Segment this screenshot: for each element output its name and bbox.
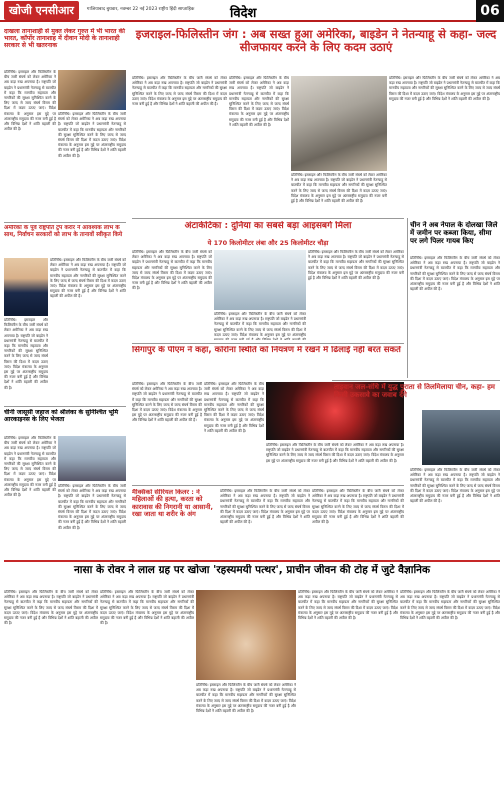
nepal-body: [410, 256, 500, 376]
nepal-story: [410, 221, 500, 253]
singapore-body-2: [204, 382, 264, 482]
iceberg-story: [132, 221, 404, 237]
nasa-body-3: [196, 683, 296, 796]
lead-body-4: [389, 76, 500, 216]
ship-text: प्रतिनिधि। इसराइल और फिलिस्तीन के बीच जारी संघर्ष को लेकर अमेरिका ने अब कड़ा रुख अपनाया है। राष्ट्रपति जो बाइडेन ने प्रधानमंत्री नेतन्याहू से बातचीत में कहा कि मानवीय सहायता और नागरिकों की सुरक्षा सुनिश्चित करने के लिए जल्द से जल्द संघर्ष विराम की दिशा में कदम उठाए जाएं। विदेश मंत्रालय के अनुसार इस मुद्दे पर अंतरराष्ट्रीय समुदाय की नजर बनी हुई है और विभिन्न देशों ने शांति बहाली की अपील की है।: [4, 436, 56, 498]
singapore-story: [132, 346, 404, 378]
iceberg-text-1: प्रतिनिधि। इसराइल और फिलिस्तीन के बीच जारी संघर्ष को लेकर अमेरिका ने अब कड़ा रुख अपनाया है। राष्ट्रपति जो बाइडेन ने प्रधानमंत्री नेतन्याहू से बातचीत में कहा कि मानवीय सहायता और नागरिकों की सुरक्षा सुनिश्चित करने के लिए जल्द से जल्द संघर्ष विराम की दिशा में कदम उठाए जाएं। विदेश मंत्रालय के अनुसार इस मुद्दे पर अंतरराष्ट्रीय समुदाय की नजर बनी हुई है और विभिन्न देशों ने शांति बहाली की अपील की है।: [132, 250, 212, 291]
ship-text-2: प्रतिनिधि। इसराइल और फिलिस्तीन के बीच जारी संघर्ष को लेकर अमेरिका ने अब कड़ा रुख अपनाया है। राष्ट्रपति जो बाइडेन ने प्रधानमंत्री नेतन्याहू से बातचीत में कहा कि मानवीय सहायता और नागरिकों की सुरक्षा सुनिश्चित करने के लिए जल्द से जल्द संघर्ष विराम की दिशा में कदम उठाए जाएं। विदेश मंत्रालय के अनुसार इस मुद्दे पर अंतरराष्ट्रीय समुदाय की नजर बनी हुई है और विभिन्न देशों ने शांति बहाली की अपील की है।: [58, 484, 126, 530]
lead-body-2: [229, 76, 289, 216]
singapore-text-1: प्रतिनिधि। इसराइल और फिलिस्तीन के बीच जारी संघर्ष को लेकर अमेरिका ने अब कड़ा रुख अपनाया है। राष्ट्रपति जो बाइडेन ने प्रधानमंत्री नेतन्याहू से बातचीत में कहा कि मानवीय सहायता और नागरिकों की सुरक्षा सुनिश्चित करने के लिए जल्द से जल्द संघर्ष विराम की दिशा में कदम उठाए जाएं। विदेश मंत्रालय के अनुसार इस मुद्दे पर अंतरराष्ट्रीय समुदाय की नजर बनी हुई है और विभिन्न देशों ने शांति बहाली की अपील की है।: [132, 382, 202, 423]
left-story-headline: दाखला तानाशाही से मुक्त लेकर गुरुत में भी भारत की भारत, कॉर्पोर तानाशाह में दीवान मोदी के तानाशाही सरकार से भी खतरनाक: [4, 28, 125, 50]
mexico-headline: मैक्सिको सीरियल किलर : ने महिलाओं की हत्या, करता को कारावास की निगरानी या आसानी, रखा जाता था शरीर के अंग: [132, 489, 213, 519]
lead-headline: इजराइल-फिलिस्तीन जंग : अब सख्त हुआ अमेरिका, बाइडेन ने नेतन्याहू से कहा- जल्द सीजफायर करने के लिए कदम उठाएं: [135, 28, 497, 55]
nasa-text-2: प्रतिनिधि। इसराइल और फिलिस्तीन के बीच जारी संघर्ष को लेकर अमेरिका ने अब कड़ा रुख अपनाया है। राष्ट्रपति जो बाइडेन ने प्रधानमंत्री नेतन्याहू से बातचीत में कहा कि मानवीय सहायता और नागरिकों की सुरक्षा सुनिश्चित करने के लिए जल्द से जल्द संघर्ष विराम की दिशा में कदम उठाए जाएं। विदेश मंत्रालय के अनुसार इस मुद्दे पर अंतरराष्ट्रीय समुदाय की नजर बनी हुई है और विभिन्न देशों ने शांति बहाली की अपील की है।: [100, 590, 194, 626]
singapore-body-3: [266, 443, 404, 482]
nasa-text-4: प्रतिनिधि। इसराइल और फिलिस्तीन के बीच जारी संघर्ष को लेकर अमेरिका ने अब कड़ा रुख अपनाया है। राष्ट्रपति जो बाइडेन ने प्रधानमंत्री नेतन्याहू से बातचीत में कहा कि मानवीय सहायता और नागरिकों की सुरक्षा सुनिश्चित करने के लिए जल्द से जल्द संघर्ष विराम की दिशा में कदम उठाए जाएं। विदेश मंत्रालय के अनुसार इस मुद्दे पर अंतरराष्ट्रीय समुदाय की नजर बनी हुई है और विभिन्न देशों ने शांति बहाली की अपील की है।: [298, 590, 398, 621]
nasa-headline: नासा के रोवर ने लाल ग्रह पर खोजा 'रहस्यमयी पत्थर', प्राचीन जीवन की टोह में जुटे वैज्ञानिक: [73, 564, 431, 576]
lead-text-3: प्रतिनिधि। इसराइल और फिलिस्तीन के बीच जारी संघर्ष को लेकर अमेरिका ने अब कड़ा रुख अपनाया है। राष्ट्रपति जो बाइडेन ने प्रधानमंत्री नेतन्याहू से बातचीत में कहा कि मानवीय सहायता और नागरिकों की सुरक्षा सुनिश्चित करने के लिए जल्द से जल्द संघर्ष विराम की दिशा में कदम उठाए जाएं। विदेश मंत्रालय के अनुसार इस मुद्दे पर अंतरराष्ट्रीय समुदाय की नजर बनी हुई है और विभिन्न देशों ने शांति बहाली की अपील की है।: [291, 173, 387, 204]
iceberg-subhead-box: [132, 238, 404, 248]
ship-body-2: [58, 484, 126, 558]
nasa-text-1: प्रतिनिधि। इसराइल और फिलिस्तीन के बीच जारी संघर्ष को लेकर अमेरिका ने अब कड़ा रुख अपनाया है। राष्ट्रपति जो बाइडेन ने प्रधानमंत्री नेतन्याहू से बातचीत में कहा कि मानवीय सहायता और नागरिकों की सुरक्षा सुनिश्चित करने के लिए जल्द से जल्द संघर्ष विराम की दिशा में कदम उठाए जाएं। विदेश मंत्रालय के अनुसार इस मुद्दे पर अंतरराष्ट्रीय समुदाय की नजर बनी हुई है और विभिन्न देशों ने शांति बहाली की अपील की है।: [4, 590, 98, 626]
singapore-headline: सिंगापुर के पीएम ने कहा, कोरोना स्थिति को नियंत्रण में रखने में ढिलाई नहीं बरत सकते: [132, 346, 401, 355]
masthead: [0, 0, 504, 22]
taiwan-headline: ताइवान जल-संधि में युद्ध पुराता से तिलमिलाया चीन, कहा- हम किसी उकसावे का जवाब देंगे: [334, 383, 495, 400]
mexico-body-2: [312, 489, 404, 557]
singapore-text-2: प्रतिनिधि। इसराइल और फिलिस्तीन के बीच जारी संघर्ष को लेकर अमेरिका ने अब कड़ा रुख अपनाया है। राष्ट्रपति जो बाइडेन ने प्रधानमंत्री नेतन्याहू से बातचीत में कहा कि मानवीय सहायता और नागरिकों की सुरक्षा सुनिश्चित करने के लिए जल्द से जल्द संघर्ष विराम की दिशा में कदम उठाए जाएं। विदेश मंत्रालय के अनुसार इस मुद्दे पर अंतरराष्ट्रीय समुदाय की नजर बनी हुई है और विभिन्न देशों ने शांति बहाली की अपील की है।: [204, 382, 264, 433]
nasa-body-4: [298, 590, 398, 796]
iceberg-body-1: [132, 250, 212, 340]
ship-photo: [58, 436, 126, 481]
left-story-body-2: [58, 112, 126, 220]
section-title: विदेश: [230, 6, 257, 21]
nasa-story: [4, 564, 500, 586]
lead-text-1: प्रतिनिधि। इसराइल और फिलिस्तीन के बीच जारी संघर्ष को लेकर अमेरिका ने अब कड़ा रुख अपनाया है। राष्ट्रपति जो बाइडेन ने प्रधानमंत्री नेतन्याहू से बातचीत में कहा कि मानवीय सहायता और नागरिकों की सुरक्षा सुनिश्चित करने के लिए जल्द से जल्द संघर्ष विराम की दिशा में कदम उठाए जाएं। विदेश मंत्रालय के अनुसार इस मुद्दे पर अंतरराष्ट्रीय समुदाय की नजर बनी हुई है और विभिन्न देशों ने शांति बहाली की अपील की है।: [132, 76, 227, 107]
handshake-photo: [58, 70, 126, 110]
mars-stone-photo: [196, 590, 296, 680]
nasa-text-5: प्रतिनिधि। इसराइल और फिलिस्तीन के बीच जारी संघर्ष को लेकर अमेरिका ने अब कड़ा रुख अपनाया है। राष्ट्रपति जो बाइडेन ने प्रधानमंत्री नेतन्याहू से बातचीत में कहा कि मानवीय सहायता और नागरिकों की सुरक्षा सुनिश्चित करने के लिए जल्द से जल्द संघर्ष विराम की दिशा में कदम उठाए जाएं। विदेश मंत्रालय के अनुसार इस मुद्दे पर अंतरराष्ट्रीय समुदाय की नजर बनी हुई है और विभिन्न देशों ने शांति बहाली की अपील की है।: [400, 590, 500, 621]
trump-story: [4, 225, 126, 255]
trump-body: [50, 258, 126, 403]
nepal-text: प्रतिनिधि। इसराइल और फिलिस्तीन के बीच जारी संघर्ष को लेकर अमेरिका ने अब कड़ा रुख अपनाया है। राष्ट्रपति जो बाइडेन ने प्रधानमंत्री नेतन्याहू से बातचीत में कहा कि मानवीय सहायता और नागरिकों की सुरक्षा सुनिश्चित करने के लिए जल्द से जल्द संघर्ष विराम की दिशा में कदम उठाए जाएं। विदेश मंत्रालय के अनुसार इस मुद्दे पर अंतरराष्ट्रीय समुदाय की नजर बनी हुई है और विभिन्न देशों ने शांति बहाली की अपील की है।: [410, 256, 500, 292]
ship-body: [4, 436, 56, 558]
nasa-body-1: [4, 590, 98, 796]
trump-headline: अमेरिका के पूर्व राष्ट्रपति ट्रंप करार ने आवश्यक लाभ के साथ, निर्वाचन सरकारों को लाभ के तानावों स्वीकृत किये: [4, 225, 123, 238]
singapore-text-3: प्रतिनिधि। इसराइल और फिलिस्तीन के बीच जारी संघर्ष को लेकर अमेरिका ने अब कड़ा रुख अपनाया है। राष्ट्रपति जो बाइडेन ने प्रधानमंत्री नेतन्याहू से बातचीत में कहा कि मानवीय सहायता और नागरिकों की सुरक्षा सुनिश्चित करने के लिए जल्द से जल्द संघर्ष विराम की दिशा में कदम उठाए जाएं। विदेश मंत्रालय के अनुसार इस मुद्दे पर अंतरराष्ट्रीय समुदाय की नजर बनी हुई है और विभिन्न देशों ने शांति बहाली की अपील की है।: [266, 443, 404, 463]
trump-photo: [4, 258, 48, 316]
lead-story: [132, 28, 500, 72]
mexico-story: [132, 489, 218, 557]
trump-text-2: प्रतिनिधि। इसराइल और फिलिस्तीन के बीच जारी संघर्ष को लेकर अमेरिका ने अब कड़ा रुख अपनाया है। राष्ट्रपति जो बाइडेन ने प्रधानमंत्री नेतन्याहू से बातचीत में कहा कि मानवीय सहायता और नागरिकों की सुरक्षा सुनिश्चित करने के लिए जल्द से जल्द संघर्ष विराम की दिशा में कदम उठाए जाएं। विदेश मंत्रालय के अनुसार इस मुद्दे पर अंतरराष्ट्रीय समुदाय की नजर बनी हुई है और विभिन्न देशों ने शांति बहाली की अपील की है।: [4, 318, 48, 390]
mexico-text-2: प्रतिनिधि। इसराइल और फिलिस्तीन के बीच जारी संघर्ष को लेकर अमेरिका ने अब कड़ा रुख अपनाया है। राष्ट्रपति जो बाइडेन ने प्रधानमंत्री नेतन्याहू से बातचीत में कहा कि मानवीय सहायता और नागरिकों की सुरक्षा सुनिश्चित करने के लिए जल्द से जल्द संघर्ष विराम की दिशा में कदम उठाए जाएं। विदेश मंत्रालय के अनुसार इस मुद्दे पर अंतरराष्ट्रीय समुदाय की नजर बनी हुई है और विभिन्न देशों ने शांति बहाली की अपील की है।: [312, 489, 404, 525]
gaza-rubble-photo: [291, 76, 387, 171]
trump-text: प्रतिनिधि। इसराइल और फिलिस्तीन के बीच जारी संघर्ष को लेकर अमेरिका ने अब कड़ा रुख अपनाया है। राष्ट्रपति जो बाइडेन ने प्रधानमंत्री नेतन्याहू से बातचीत में कहा कि मानवीय सहायता और नागरिकों की सुरक्षा सुनिश्चित करने के लिए जल्द से जल्द संघर्ष विराम की दिशा में कदम उठाए जाएं। विदेश मंत्रालय के अनुसार इस मुद्दे पर अंतरराष्ट्रीय समुदाय की नजर बनी हुई है और विभिन्न देशों ने शांति बहाली की अपील की है।: [50, 258, 126, 299]
lead-body-1: [132, 76, 227, 216]
nasa-body-5: [400, 590, 500, 796]
taiwan-text: प्रतिनिधि। इसराइल और फिलिस्तीन के बीच जारी संघर्ष को लेकर अमेरिका ने अब कड़ा रुख अपनाया है। राष्ट्रपति जो बाइडेन ने प्रधानमंत्री नेतन्याहू से बातचीत में कहा कि मानवीय सहायता और नागरिकों की सुरक्षा सुनिश्चित करने के लिए जल्द से जल्द संघर्ष विराम की दिशा में कदम उठाए जाएं। विदेश मंत्रालय के अनुसार इस मुद्दे पर अंतरराष्ट्रीय समुदाय की नजर बनी हुई है और विभिन्न देशों ने शांति बहाली की अपील की है।: [410, 468, 500, 504]
iceberg-body-2: [214, 312, 306, 340]
newspaper-logo: खोजी एनसीआर: [4, 1, 79, 20]
lead-text-4: प्रतिनिधि। इसराइल और फिलिस्तीन के बीच जारी संघर्ष को लेकर अमेरिका ने अब कड़ा रुख अपनाया है। राष्ट्रपति जो बाइडेन ने प्रधानमंत्री नेतन्याहू से बातचीत में कहा कि मानवीय सहायता और नागरिकों की सुरक्षा सुनिश्चित करने के लिए जल्द से जल्द संघर्ष विराम की दिशा में कदम उठाए जाएं। विदेश मंत्रालय के अनुसार इस मुद्दे पर अंतरराष्ट्रीय समुदाय की नजर बनी हुई है और विभिन्न देशों ने शांति बहाली की अपील की है।: [389, 76, 500, 101]
iceberg-photo: [214, 250, 306, 310]
iceberg-body-3: [308, 250, 404, 340]
mexico-body-1: [220, 489, 310, 557]
left-story: [4, 28, 126, 68]
lead-body-3: [291, 173, 387, 216]
dateline: गाजियाबाद बुधवार, नवम्बर 22 नई 2023 राष्ट्रीय हिंदी साप्ताहिक: [86, 7, 195, 12]
ship-story: [4, 409, 126, 433]
nepal-headline: चीन ने अब नेपाल के दोलखा जिले में जमीन पर कब्जा किया, सीमा पर लगे पिलर गायब किए: [410, 221, 498, 246]
taiwan-body: [410, 468, 500, 558]
nasa-body-2: [100, 590, 194, 796]
left-story-body: [4, 70, 56, 220]
taiwan-story: [334, 383, 500, 407]
iceberg-text-3: प्रतिनिधि। इसराइल और फिलिस्तीन के बीच जारी संघर्ष को लेकर अमेरिका ने अब कड़ा रुख अपनाया है। राष्ट्रपति जो बाइडेन ने प्रधानमंत्री नेतन्याहू से बातचीत में कहा कि मानवीय सहायता और नागरिकों की सुरक्षा सुनिश्चित करने के लिए जल्द से जल्द संघर्ष विराम की दिशा में कदम उठाए जाएं। विदेश मंत्रालय के अनुसार इस मुद्दे पर अंतरराष्ट्रीय समुदाय की नजर बनी हुई है और विभिन्न देशों ने शांति बहाली की अपील की है।: [308, 250, 404, 281]
warship-photo: [422, 410, 500, 465]
nasa-text-3: प्रतिनिधि। इसराइल और फिलिस्तीन के बीच जारी संघर्ष को लेकर अमेरिका ने अब कड़ा रुख अपनाया है। राष्ट्रपति जो बाइडेन ने प्रधानमंत्री नेतन्याहू से बातचीत में कहा कि मानवीय सहायता और नागरिकों की सुरक्षा सुनिश्चित करने के लिए जल्द से जल्द संघर्ष विराम की दिशा में कदम उठाए जाएं। विदेश मंत्रालय के अनुसार इस मुद्दे पर अंतरराष्ट्रीय समुदाय की नजर बनी हुई है और विभिन्न देशों ने शांति बहाली की अपील की है।: [196, 683, 296, 714]
left-story-text-2: प्रतिनिधि। इसराइल और फिलिस्तीन के बीच जारी संघर्ष को लेकर अमेरिका ने अब कड़ा रुख अपनाया है। राष्ट्रपति जो बाइडेन ने प्रधानमंत्री नेतन्याहू से बातचीत में कहा कि मानवीय सहायता और नागरिकों की सुरक्षा सुनिश्चित करने के लिए जल्द से जल्द संघर्ष विराम की दिशा में कदम उठाए जाएं। विदेश मंत्रालय के अनुसार इस मुद्दे पर अंतरराष्ट्रीय समुदाय की नजर बनी हुई है और विभिन्न देशों ने शांति बहाली की अपील की है।: [58, 112, 126, 158]
iceberg-headline: अंटार्कटिका : दुनिया का सबसे बड़ा आइसबर्ग मिला: [184, 221, 352, 231]
page-number: 06: [476, 0, 504, 22]
iceberg-text-2: प्रतिनिधि। इसराइल और फिलिस्तीन के बीच जारी संघर्ष को लेकर अमेरिका ने अब कड़ा रुख अपनाया है। राष्ट्रपति जो बाइडेन ने प्रधानमंत्री नेतन्याहू से बातचीत में कहा कि मानवीय सहायता और नागरिकों की सुरक्षा सुनिश्चित करने के लिए जल्द से जल्द संघर्ष विराम की दिशा में कदम उठाए जाएं। विदेश मंत्रालय के अनुसार इस मुद्दे पर अंतरराष्ट्रीय: [214, 312, 306, 337]
lead-text-2: प्रतिनिधि। इसराइल और फिलिस्तीन के बीच जारी संघर्ष को लेकर अमेरिका ने अब कड़ा रुख अपनाया है। राष्ट्रपति जो बाइडेन ने प्रधानमंत्री नेतन्याहू से बातचीत में कहा कि मानवीय सहायता और नागरिकों की सुरक्षा सुनिश्चित करने के लिए जल्द से जल्द संघर्ष विराम की दिशा में कदम उठाए जाएं। विदेश मंत्रालय के अनुसार इस मुद्दे पर अंतरराष्ट्रीय समुदाय की नजर बनी हुई है और विभिन्न देशों ने शांति बहाली की अपील की है।: [229, 76, 289, 127]
mexico-text-1: प्रतिनिधि। इसराइल और फिलिस्तीन के बीच जारी संघर्ष को लेकर अमेरिका ने अब कड़ा रुख अपनाया है। राष्ट्रपति जो बाइडेन ने प्रधानमंत्री नेतन्याहू से बातचीत में कहा कि मानवीय सहायता और नागरिकों की सुरक्षा सुनिश्चित करने के लिए जल्द से जल्द संघर्ष विराम की दिशा में कदम उठाए जाएं। विदेश मंत्रालय के अनुसार इस मुद्दे पर अंतरराष्ट्रीय समुदाय की नजर बनी हुई है और विभिन्न देशों ने शांति बहाली की अपील की है।: [220, 489, 310, 525]
iceberg-subhead: ये 170 किलोमीटर लंबा और 25 किलोमीटर चौड़ा: [207, 239, 329, 247]
left-story-text: प्रतिनिधि। इसराइल और फिलिस्तीन के बीच जारी संघर्ष को लेकर अमेरिका ने अब कड़ा रुख अपनाया है। राष्ट्रपति जो बाइडेन ने प्रधानमंत्री नेतन्याहू से बातचीत में कहा कि मानवीय सहायता और नागरिकों की सुरक्षा सुनिश्चित करने के लिए जल्द से जल्द संघर्ष विराम की दिशा में कदम उठाए जाएं। विदेश मंत्रालय के अनुसार इस मुद्दे पर अंतरराष्ट्रीय समुदाय की नजर बनी हुई है और विभिन्न देशों ने शांति बहाली की अपील की है।: [4, 70, 56, 132]
singapore-body-1: [132, 382, 202, 482]
ship-headline: चीनी जासूसी जहाज को श्रीलंका के सुनिश्चित भूमि आरकाइनस के लिए भेजता: [4, 409, 119, 424]
trump-body-2: [4, 318, 48, 403]
